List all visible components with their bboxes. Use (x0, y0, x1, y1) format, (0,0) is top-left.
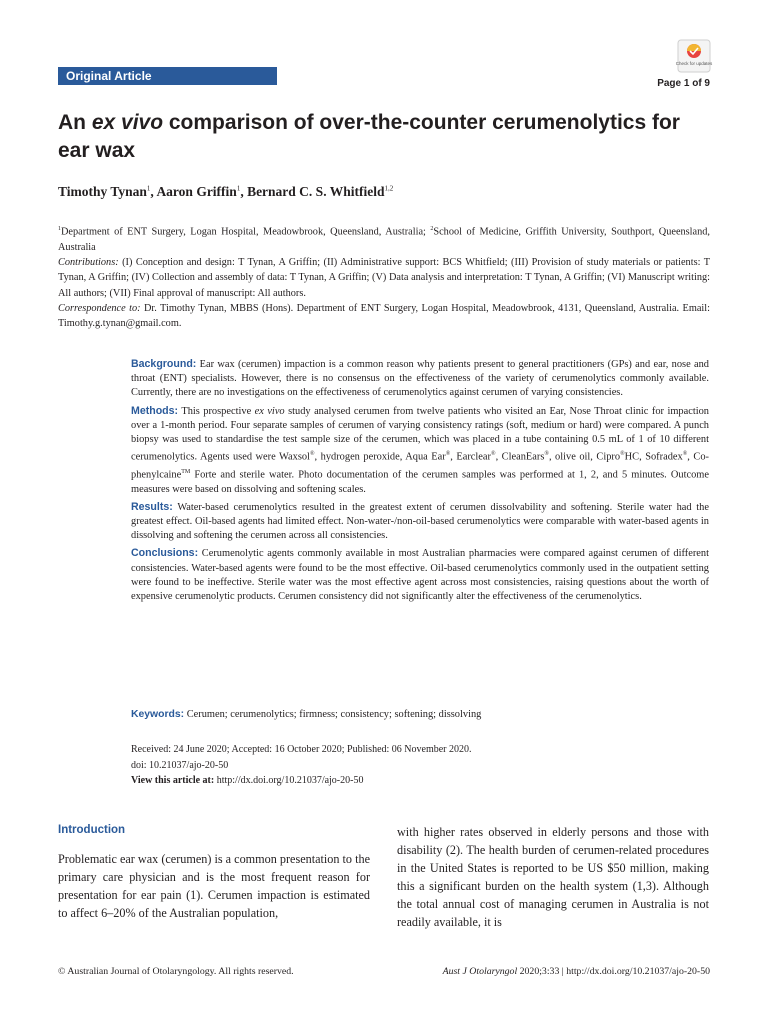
check-for-updates-badge[interactable] (675, 40, 713, 72)
title-italic: ex vivo (91, 111, 164, 134)
section-heading-introduction: Introduction (58, 824, 126, 836)
doi: doi: 10.21037/ajo-20-50 (131, 759, 229, 771)
abstract (131, 357, 709, 607)
correspondence: Correspondence to: Dr. Timothy Tynan, MBBS (Hons). Department of ENT Surgery, Logan Hospital, Meadowbrook, 4131, Queensland, Australia. Email: Timothy.g.tynan@gmail.com. (58, 302, 710, 330)
abstract-background: Background: Ear wax (cerumen) impaction is a common reason why patients present to general practitioners (GPs) and ear, nose and throat (ENT) specialists. However, there is no consensus on the effectiveness of the variety of cerumenolytics commonly available. Currently, there are no investigations on the effectiveness of cerumenolytics against cerumen of varying consistencies. (131, 358, 709, 399)
intro-column-left: Problematic ear wax (cerumen) is a common presentation to the primary care physician and is the most frequent reason for presentation for ear pain (1). Cerumen impaction is estimated to affect 6–20% of the Australian population, (58, 852, 370, 920)
crossmark-icon (675, 40, 713, 72)
intro-column-right: with higher rates observed in elderly persons and those with disability (2). The health burden of cerumen-related procedures in the United States is reported to be US $50 million, making this a significant burden on the health system (1,3). Although the total annual cost of managing cerumen in Australia is not readily available, it is (397, 825, 709, 929)
crossmark-label: Check for updates (675, 61, 713, 66)
article-type-badge: Original Article (58, 67, 277, 85)
citation-footer: Aust J Otolaryngol 2020;3:33 | http://dx.doi.org/10.21037/ajo-20-50 (442, 966, 710, 977)
affiliations-block (58, 222, 710, 332)
publication-dates: Received: 24 June 2020; Accepted: 16 October 2020; Published: 06 November 2020. (131, 744, 472, 755)
author-list: Timothy Tynan$^1$, Aaron Griffin$^1$, Bernard C. S. Whitfield$^{1,2}$ (58, 184, 394, 199)
author-3: Bernard C. S. Whitfield (247, 184, 385, 199)
abstract-conclusions: Conclusions: Cerumenolytic agents commonly available in most Australian pharmacies were compared against cerumen of different consistencies. Water-based agents were found to be the most effective. Oil-based cerumenolytics commonly used in the outpatient setting were found to be ineffective. Sterile water was the most effective agent across most consistencies, raising questions about the worth of expensive cerumenolytic products. Cerumen consistency did not significantly alter the effectiveness of the cerumenolytics. (131, 547, 709, 602)
author-2-affil: 1 (236, 184, 241, 193)
abstract-results: Results: Water-based cerumenolytics resulted in the greatest extent of cerumen dissolvability and softening. Sterile water had the greatest effect. Oil-based agents had limited effect. Non-water-/non-oil-based cerumenolytics were comparable with water-based agents in dissolving and softening the cerumen across all consistencies. (131, 500, 709, 542)
author-1: Timothy Tynan (58, 184, 147, 199)
author-3-affil: 1,2 (384, 184, 394, 193)
abstract-methods: Methods: This prospective ex vivo study analysed cerumen from twelve patients who visited an Ear, Nose Throat clinic for impaction over a 1-month period. Four separate samples of cerumen of varying consistency ratings (soft, medium or hard) were compared. A punch biopsy was used to standardise the test sample size of the cerumen, which was placed in a tube containing 0.5 mL of 1 of 10 different cerumenolytics. Agents used were Waxsol®, hydrogen peroxide, Aqua Ear®, Earclear®, CleanEars®, olive oil, Cipro®HC, Sofradex®, Co-phenylcaine™ Forte and sterile water. Photo documentation of the cerumen samples was performed at 1, 2, and 5 minutes. Outcome measures were based on dissolving and softening scales. (131, 404, 709, 495)
article-title (58, 109, 710, 165)
page-number: Page 1 of 9 (657, 78, 710, 89)
article-link[interactable]: View this article at: http://dx.doi.org/10.21037/ajo-20-50 (131, 775, 364, 786)
affiliations: $^1$Department of ENT Surgery, Logan Hospital, Meadowbrook, Queensland, Australia; $^2$School of Medicine, Griffith University, Southport, Queensland, Australia (58, 226, 710, 253)
copyright-footer: © Australian Journal of Otolaryngology. All rights reserved. (58, 966, 294, 977)
author-2: Aaron Griffin (156, 184, 237, 199)
title-prefix: An (58, 111, 92, 134)
title-rest: comparison of over-the-counter cerumenolytics for ear wax (58, 111, 680, 162)
contributions: Contributions: (I) Conception and design: T Tynan, A Griffin; (II) Administrative support: BCS Whitfield; (III) Provision of study materials or patients: T Tynan, A Griffin; (IV) Collection and assembly of data: T Tynan, A Griffin; (V) Data analysis and interpretation: T Tynan, A Griffin; (VI) Manuscript writing: All authors; (VII) Final approval of manuscript: All authors. (58, 257, 710, 299)
keywords: Keywords: Cerumen; cerumenolytics; firmness; consistency; softening; dissolving (131, 709, 482, 720)
author-1-affil: 1 (146, 184, 151, 193)
publication-info (131, 742, 709, 789)
